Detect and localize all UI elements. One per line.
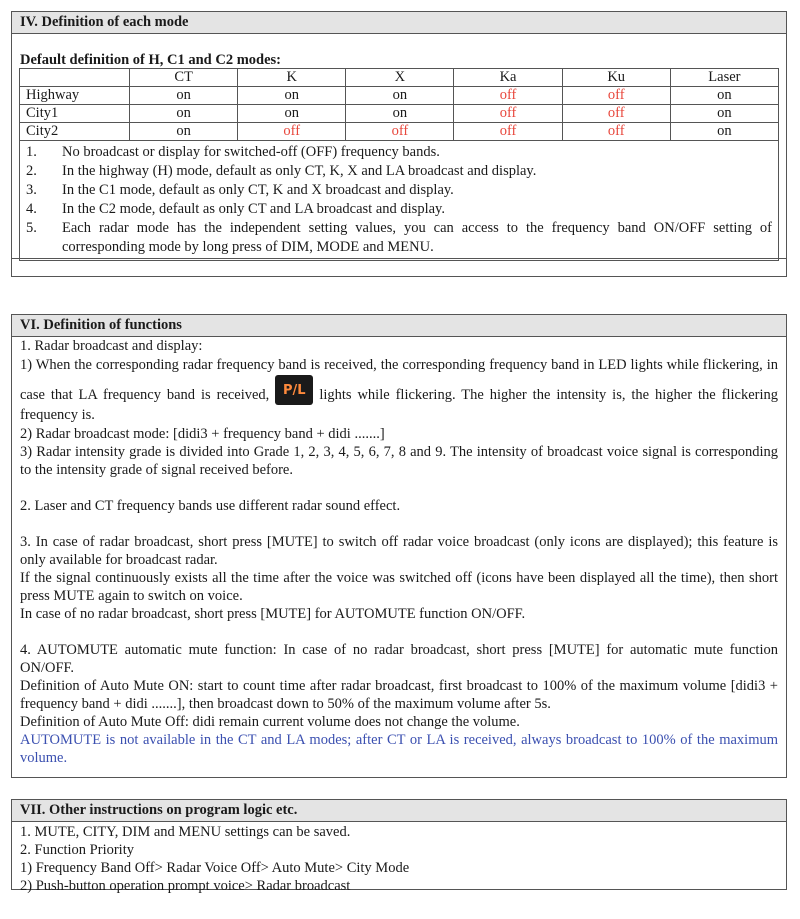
table-row bbox=[20, 123, 779, 141]
paragraph: If the signal continuously exists all the time after the voice was switched off (icons have been displayed all the time), then short press MUTE again to switch on voice. bbox=[20, 570, 778, 604]
column-header: K bbox=[238, 69, 346, 87]
paragraph: 3. In case of radar broadcast, short press [MUTE] to switch off radar voice broadcast (only icons are displayed); this feature is only available for broadcast radar. bbox=[20, 534, 778, 568]
notes-list bbox=[19, 141, 779, 261]
column-header: X bbox=[346, 69, 454, 87]
table-cell: off bbox=[346, 123, 454, 141]
table-cell: off bbox=[562, 123, 670, 141]
paragraph: Definition of Auto Mute Off: didi remain current volume does not change the volume. bbox=[20, 714, 520, 730]
paragraph: In case of no radar broadcast, short press [MUTE] for AUTOMUTE function ON/OFF. bbox=[20, 606, 526, 622]
mode-table bbox=[19, 68, 779, 141]
list-item: 1. No broadcast or display for switched-off (OFF) frequency bands. bbox=[26, 144, 440, 160]
list-item: 1. MUTE, CITY, DIM and MENU settings can be saved. bbox=[20, 824, 351, 840]
row-label: City2 bbox=[20, 123, 130, 141]
table-cell: on bbox=[238, 105, 346, 123]
paragraph: 1) When the corresponding radar frequency band is received, the corresponding frequency band in LED lights while flickering, in case that LA frequency band is received, P/L lights while flickering. The higher the intensity is, the higher the flickering frequency is. bbox=[20, 357, 778, 423]
paragraph: 2. Laser and CT frequency bands use different radar sound effect. bbox=[20, 498, 401, 514]
divider bbox=[12, 258, 786, 276]
paragraph: 1. Radar broadcast and display: bbox=[20, 338, 203, 354]
table-row bbox=[20, 87, 779, 105]
table-cell: on bbox=[670, 87, 778, 105]
column-header: Ku bbox=[562, 69, 670, 87]
row-label: Highway bbox=[20, 87, 130, 105]
list-item: 5. Each radar mode has the independent setting values, you can access to the frequency band ON/OFF setting of corresponding mode by long press of DIM, MODE and MENU. bbox=[26, 220, 772, 255]
column-header: CT bbox=[130, 69, 238, 87]
section-title: VII. Other instructions on program logic etc. bbox=[12, 800, 786, 822]
automute-note: AUTOMUTE is not available in the CT and LA modes; after CT or LA is received, always broadcast to 100% of the maximum volume. bbox=[20, 732, 778, 766]
column-header: Laser bbox=[670, 69, 778, 87]
column-header: Ka bbox=[454, 69, 562, 87]
table-cell: off bbox=[454, 105, 562, 123]
table-cell: on bbox=[130, 105, 238, 123]
table-row bbox=[20, 105, 779, 123]
list-item: 2. Function Priority bbox=[20, 842, 134, 858]
paragraph: 4. AUTOMUTE automatic mute function: In case of no radar broadcast, short press [MUTE] for automatic mute function ON/OFF. bbox=[20, 642, 778, 676]
table-cell: on bbox=[130, 87, 238, 105]
list-item: 2) Push-button operation prompt voice> Radar broadcast bbox=[20, 878, 351, 894]
table-cell: on bbox=[130, 123, 238, 141]
section-other-instructions bbox=[11, 799, 787, 894]
list-item: 4. In the C2 mode, default as only CT and LA broadcast and display. bbox=[26, 201, 445, 217]
table-cell: on bbox=[238, 87, 346, 105]
table-cell: on bbox=[670, 123, 778, 141]
table-header-row bbox=[20, 69, 779, 87]
table-cell: on bbox=[346, 87, 454, 105]
table-cell: off bbox=[454, 87, 562, 105]
list-item: 1) Frequency Band Off> Radar Voice Off> Auto Mute> City Mode bbox=[20, 860, 410, 876]
section-mode-definition bbox=[11, 11, 787, 277]
section-title: VI. Definition of functions bbox=[12, 315, 786, 337]
section-function-definition bbox=[11, 314, 787, 778]
paragraph: 3) Radar intensity grade is divided into Grade 1, 2, 3, 4, 5, 6, 7, 8 and 9. The intensity of broadcast voice signal is corresponding to the intensity grade of signal received before. bbox=[20, 444, 778, 478]
paragraph: Definition of Auto Mute ON: start to count time after radar broadcast, first broadcast to 100% of the maximum volume [didi3 + frequency band + didi .......], then broadcast down to 50% of the maximum volume after 5s. bbox=[20, 678, 778, 712]
table-cell: off bbox=[562, 105, 670, 123]
list-item: 2. In the highway (H) mode, default as only CT, K, X and LA broadcast and display. bbox=[26, 163, 537, 179]
table-caption: Default definition of H, C1 and C2 modes: bbox=[20, 52, 282, 68]
row-label: City1 bbox=[20, 105, 130, 123]
laser-indicator-icon: P/L bbox=[275, 375, 313, 405]
list-item: 3. In the C1 mode, default as only CT, K and X broadcast and display. bbox=[26, 182, 454, 198]
paragraph: 2) Radar broadcast mode: [didi3 + frequency band + didi .......] bbox=[20, 426, 385, 442]
table-cell: on bbox=[346, 105, 454, 123]
table-cell: off bbox=[562, 87, 670, 105]
table-cell: off bbox=[238, 123, 346, 141]
table-cell: on bbox=[670, 105, 778, 123]
section-title: IV. Definition of each mode bbox=[12, 12, 786, 34]
column-header bbox=[20, 69, 130, 87]
table-cell: off bbox=[454, 123, 562, 141]
